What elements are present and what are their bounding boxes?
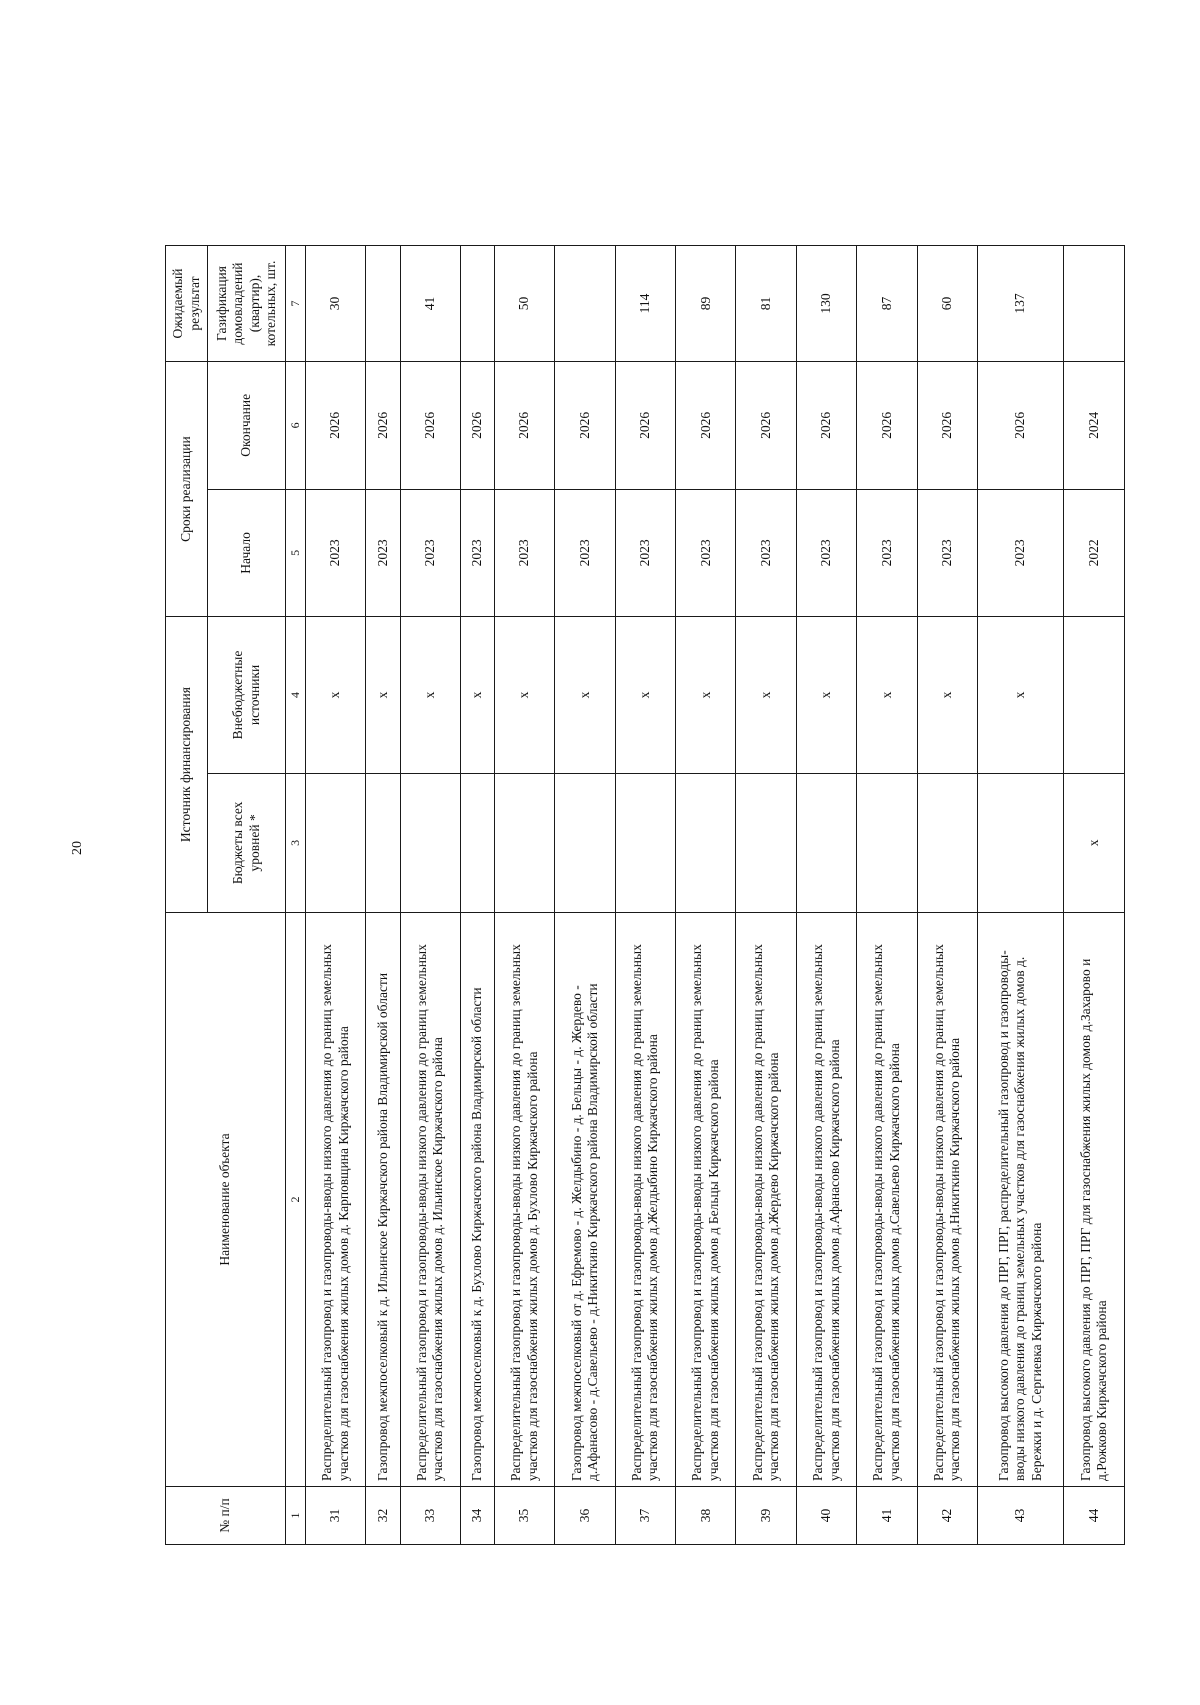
start-year: 2023 xyxy=(615,489,675,617)
page-number: 20 xyxy=(70,841,85,855)
start-year: 2023 xyxy=(400,489,460,617)
budget-cell xyxy=(857,773,917,912)
budget-cell xyxy=(977,773,1064,912)
end-year: 2026 xyxy=(676,362,736,490)
start-year: 2023 xyxy=(460,489,494,617)
end-year: 2026 xyxy=(796,362,856,490)
table-row xyxy=(977,246,1064,1545)
extra-budget-cell: x xyxy=(615,617,675,774)
end-year: 2026 xyxy=(615,362,675,490)
result-count xyxy=(366,246,400,362)
row-number: 41 xyxy=(857,1487,917,1545)
end-year: 2026 xyxy=(460,362,494,490)
header-dates: Сроки реализации xyxy=(166,362,208,617)
column-number: 1 xyxy=(286,1487,306,1545)
header-name: Наименование объекта xyxy=(166,912,286,1486)
header-result: Газификация домовладений (квартир), котельных, шт. xyxy=(208,246,286,362)
extra-budget-cell: x xyxy=(857,617,917,774)
table-row xyxy=(676,246,736,1545)
result-count: 41 xyxy=(400,246,460,362)
result-count: 89 xyxy=(676,246,736,362)
object-name: Газопровод межпоселковый к д. Бухлово Киржачского района Владимирской области xyxy=(460,912,494,1486)
result-count: 50 xyxy=(495,246,555,362)
column-number: 6 xyxy=(286,362,306,490)
column-number: 7 xyxy=(286,246,306,362)
budget-cell xyxy=(495,773,555,912)
end-year: 2026 xyxy=(366,362,400,490)
table-header xyxy=(166,246,306,1545)
header-result-group: Ожидаемый результат xyxy=(166,246,208,362)
start-year: 2023 xyxy=(736,489,796,617)
table-row xyxy=(917,246,977,1545)
end-year: 2026 xyxy=(977,362,1064,490)
object-name: Распределительный газопровод и газопроводы-вводы низкого давления до границ земельных участков для газоснабжения жилых домов д.Жердево Киржачского района xyxy=(736,912,796,1486)
result-count: 130 xyxy=(796,246,856,362)
table-row xyxy=(857,246,917,1545)
extra-budget-cell: x xyxy=(400,617,460,774)
extra-budget-cell: x xyxy=(736,617,796,774)
object-name: Газопровод межпоселковый от д. Ефремово - д. Желдыбино - д. Бельцы - д. Жердево - д.Афанасово - д.Савельево - д.Никиткино Киржачского района Владимирской области xyxy=(555,912,615,1486)
end-year: 2026 xyxy=(306,362,366,490)
table-row xyxy=(1064,246,1125,1545)
budget-cell xyxy=(676,773,736,912)
end-year: 2026 xyxy=(555,362,615,490)
row-number: 39 xyxy=(736,1487,796,1545)
row-number: 40 xyxy=(796,1487,856,1545)
row-number: 43 xyxy=(977,1487,1064,1545)
budget-cell xyxy=(917,773,977,912)
row-number: 44 xyxy=(1064,1487,1125,1545)
row-number: 34 xyxy=(460,1487,494,1545)
object-name: Газопровод высокого давления до ПРГ, ПРГ, распределительный газопровод и газопроводы-вводы низкого давления до границ земельных участков для газоснабжения жилых домов д. Бережки и д. Сергиевка Киржачского района xyxy=(977,912,1064,1486)
row-number: 35 xyxy=(495,1487,555,1545)
row-number: 37 xyxy=(615,1487,675,1545)
extra-budget-cell: x xyxy=(796,617,856,774)
header-start: Начало xyxy=(208,489,286,617)
object-name: Распределительный газопровод и газопроводы-вводы низкого давления до границ земельных участков для газоснабжения жилых домов д. Карповщина Киржачского района xyxy=(306,912,366,1486)
budget-cell xyxy=(736,773,796,912)
row-number: 42 xyxy=(917,1487,977,1545)
program-table-wrapper xyxy=(165,245,1125,1545)
start-year: 2023 xyxy=(306,489,366,617)
extra-budget-cell: x xyxy=(555,617,615,774)
object-name: Распределительный газопровод и газопроводы-вводы низкого давления до границ земельных участков для газоснабжения жилых домов д.Желдыбино Киржачского района xyxy=(615,912,675,1486)
result-count xyxy=(1064,246,1125,362)
extra-budget-cell: x xyxy=(460,617,494,774)
start-year: 2023 xyxy=(917,489,977,617)
table-row xyxy=(736,246,796,1545)
object-name: Газопровод межпоселковый к д. Ильинское Киржачского района Владимирской области xyxy=(366,912,400,1486)
object-name: Распределительный газопровод и газопроводы-вводы низкого давления до границ земельных участков для газоснабжения жилых домов д.Афанасово Киржачского района xyxy=(796,912,856,1486)
header-financing: Источник финансирования xyxy=(166,617,208,913)
object-name: Распределительный газопровод и газопроводы-вводы низкого давления до границ земельных участков для газоснабжения жилых домов д. Бухлово Киржачского района xyxy=(495,912,555,1486)
extra-budget-cell: x xyxy=(917,617,977,774)
budget-cell xyxy=(555,773,615,912)
result-count: 60 xyxy=(917,246,977,362)
extra-budget-cell: x xyxy=(306,617,366,774)
header-no: № п/п xyxy=(166,1487,286,1545)
budget-cell xyxy=(306,773,366,912)
extra-budget-cell xyxy=(1064,617,1125,774)
object-name: Распределительный газопровод и газопроводы-вводы низкого давления до границ земельных участков для газоснабжения жилых домов д.Савельево Киржачского района xyxy=(857,912,917,1486)
column-number-row xyxy=(286,246,306,1545)
end-year: 2026 xyxy=(917,362,977,490)
end-year: 2026 xyxy=(736,362,796,490)
start-year: 2023 xyxy=(857,489,917,617)
budget-cell xyxy=(796,773,856,912)
start-year: 2022 xyxy=(1064,489,1125,617)
table-row xyxy=(555,246,615,1545)
extra-budget-cell: x xyxy=(366,617,400,774)
end-year: 2026 xyxy=(857,362,917,490)
result-count xyxy=(460,246,494,362)
start-year: 2023 xyxy=(796,489,856,617)
budget-cell: x xyxy=(1064,773,1125,912)
extra-budget-cell: x xyxy=(977,617,1064,774)
end-year: 2026 xyxy=(495,362,555,490)
header-end: Окончание xyxy=(208,362,286,490)
table-row xyxy=(366,246,400,1545)
row-number: 38 xyxy=(676,1487,736,1545)
column-number: 2 xyxy=(286,912,306,1486)
start-year: 2023 xyxy=(977,489,1064,617)
end-year: 2024 xyxy=(1064,362,1125,490)
budget-cell xyxy=(400,773,460,912)
table-row xyxy=(796,246,856,1545)
start-year: 2023 xyxy=(495,489,555,617)
header-budget: Бюджеты всех уровней * xyxy=(208,773,286,912)
end-year: 2026 xyxy=(400,362,460,490)
header-extra-budget: Внебюджетные источники xyxy=(208,617,286,774)
budget-cell xyxy=(460,773,494,912)
result-count: 114 xyxy=(615,246,675,362)
extra-budget-cell: x xyxy=(676,617,736,774)
budget-cell xyxy=(615,773,675,912)
table-row xyxy=(615,246,675,1545)
column-number: 5 xyxy=(286,489,306,617)
table-row xyxy=(306,246,366,1545)
table-row xyxy=(460,246,494,1545)
result-count: 137 xyxy=(977,246,1064,362)
object-name: Распределительный газопровод и газопроводы-вводы низкого давления до границ земельных участков для газоснабжения жилых домов д. Ильинское Киржачского района xyxy=(400,912,460,1486)
object-name: Газопровод высокого давления до ПРГ, ПРГ для газоснабжения жилых домов д.Захарово и д.Рожково Киржачского района xyxy=(1064,912,1125,1486)
start-year: 2023 xyxy=(366,489,400,617)
column-number: 4 xyxy=(286,617,306,774)
column-number: 3 xyxy=(286,773,306,912)
row-number: 36 xyxy=(555,1487,615,1545)
start-year: 2023 xyxy=(676,489,736,617)
object-name: Распределительный газопровод и газопроводы-вводы низкого давления до границ земельных участков для газоснабжения жилых домов д Бельцы Киржачского района xyxy=(676,912,736,1486)
gasification-objects-table xyxy=(165,245,1125,1545)
row-number: 32 xyxy=(366,1487,400,1545)
table-row xyxy=(495,246,555,1545)
row-number: 33 xyxy=(400,1487,460,1545)
extra-budget-cell: x xyxy=(495,617,555,774)
object-name: Распределительный газопровод и газопроводы-вводы низкого давления до границ земельных участков для газоснабжения жилых домов д.Никиткино Киржачского района xyxy=(917,912,977,1486)
result-count: 87 xyxy=(857,246,917,362)
row-number: 31 xyxy=(306,1487,366,1545)
result-count: 30 xyxy=(306,246,366,362)
table-row xyxy=(400,246,460,1545)
budget-cell xyxy=(366,773,400,912)
result-count xyxy=(555,246,615,362)
start-year: 2023 xyxy=(555,489,615,617)
table-body xyxy=(306,246,1125,1545)
result-count: 81 xyxy=(736,246,796,362)
